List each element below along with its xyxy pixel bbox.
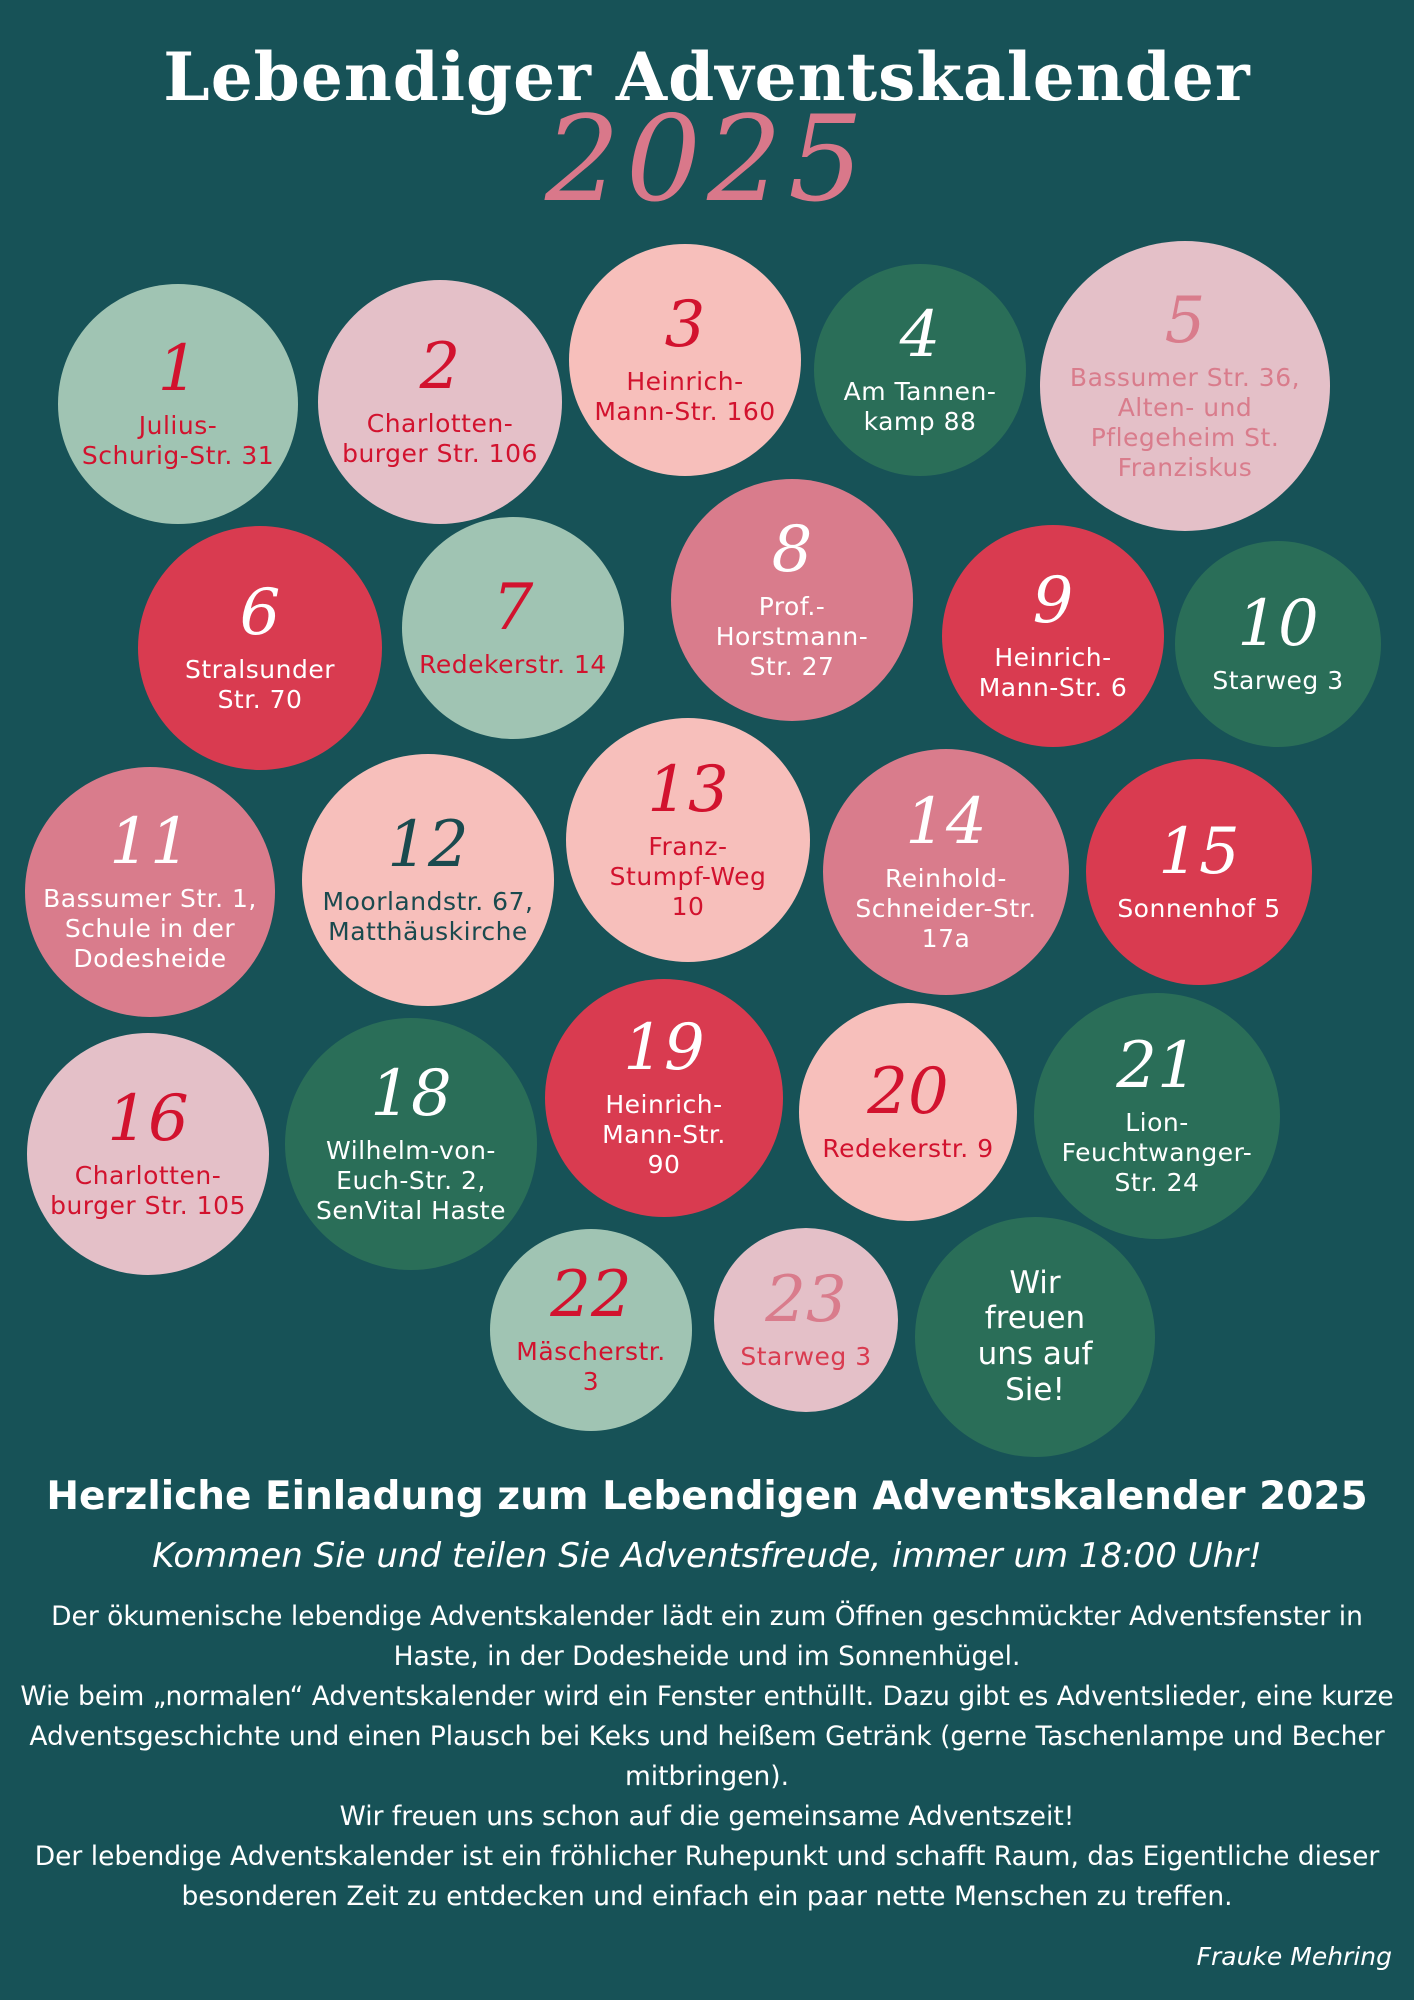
advent-door-3 — [569, 244, 801, 476]
door-address: Julius- Schurig-Str. 31 — [81, 411, 275, 470]
year-title: 2025 — [544, 90, 870, 228]
door-address: Stralsunder Str. 70 — [185, 655, 335, 714]
author-signature: Frauke Mehring — [1196, 1942, 1392, 1971]
door-address: Prof.- Horstmann- Str. 27 — [715, 592, 869, 681]
door-number: 19 — [623, 1011, 705, 1085]
door-address: Wilhelm-von- Euch-Str. 2, SenVital Haste — [316, 1136, 506, 1225]
advent-door-14 — [823, 749, 1069, 995]
door-address: Reinhold- Schneider-Str. 17a — [855, 864, 1037, 953]
advent-door-2 — [318, 280, 562, 524]
door-number: 14 — [905, 785, 987, 859]
advent-door-10 — [1175, 541, 1381, 747]
door-number: 12 — [387, 808, 469, 882]
advent-door-22 — [490, 1229, 692, 1431]
door-number: 18 — [370, 1057, 452, 1131]
invitation-paragraph: Wie beim „normalen“ Adventskalender wird ein Fenster enthüllt. Dazu gibt es Adventslieder, eine kurze Adventsgeschichte und einen Plausch bei Keks und heißem Getränk (gerne Taschenlampe und Becher mitbringen). — [20, 1681, 1394, 1792]
door-number: 3 — [664, 288, 706, 362]
door-address: Sonnenhof 5 — [1117, 894, 1281, 923]
door-address: Heinrich- Mann-Str. 160 — [594, 367, 776, 426]
door-address: Moorlandstr. 67, Matthäuskirche — [322, 887, 534, 946]
door-number: 23 — [765, 1263, 847, 1337]
door-address: Charlotten- burger Str. 105 — [50, 1161, 246, 1220]
door-number: 11 — [109, 805, 191, 879]
invitation-text — [10, 1597, 1404, 1917]
invitation-paragraph: Der lebendige Adventskalender ist ein fröhlicher Ruhepunkt und schafft Raum, das Eigentliche dieser besonderen Zeit zu entdecken und einfach ein paar nette Menschen zu treffen. — [34, 1841, 1380, 1912]
door-address: Bassumer Str. 36, Alten- und Pflegeheim St. Franziskus — [1069, 363, 1301, 482]
advent-door-23 — [714, 1228, 898, 1412]
advent-door-4 — [814, 264, 1026, 476]
door-number: 4 — [899, 298, 941, 372]
door-number: 21 — [1116, 1029, 1198, 1103]
door-number: 20 — [867, 1055, 949, 1129]
advent-door-13 — [566, 718, 810, 962]
door-address: Heinrich- Mann-Str. 6 — [978, 643, 1128, 702]
advent-door-1 — [58, 284, 298, 524]
door-address: Bassumer Str. 1, Schule in der Dodesheide — [43, 884, 257, 973]
page-title: Lebendiger Adventskalender — [163, 38, 1251, 116]
advent-door-7 — [402, 517, 624, 739]
door-address: Starweg 3 — [1212, 666, 1344, 695]
closing-message: Wir freuen uns auf Sie! — [977, 1264, 1093, 1408]
invitation-heading: Herzliche Einladung zum Lebendigen Adventskalender 2025 — [46, 1474, 1368, 1519]
door-address: Charlotten- burger Str. 106 — [342, 409, 538, 468]
advent-door-15 — [1086, 759, 1312, 985]
advent-door-6 — [138, 526, 382, 770]
invitation-paragraph: Der ökumenische lebendige Adventskalender lädt ein zum Öffnen geschmückter Adventsfenster in Haste, in der Dodesheide und im Sonnenhügel. — [51, 1601, 1363, 1672]
advent-door-11 — [25, 767, 275, 1017]
door-number: 6 — [239, 576, 281, 650]
advent-door-12 — [302, 754, 554, 1006]
door-number: 5 — [1164, 284, 1206, 358]
door-number: 2 — [419, 330, 461, 404]
advent-door-9 — [942, 525, 1164, 747]
advent-door-21 — [1034, 993, 1280, 1239]
door-address: Lion- Feuchtwanger- Str. 24 — [1061, 1108, 1253, 1197]
door-address: Franz- Stumpf-Weg 10 — [609, 832, 767, 921]
door-address: Heinrich- Mann-Str. 90 — [602, 1090, 726, 1179]
door-address: Am Tannen- kamp 88 — [843, 377, 997, 436]
door-address: Redekerstr. 14 — [419, 650, 607, 679]
closing-circle — [915, 1217, 1155, 1457]
advent-door-19 — [545, 979, 783, 1217]
door-number: 16 — [107, 1082, 189, 1156]
door-number: 1 — [157, 332, 199, 406]
door-address: Redekerstr. 9 — [822, 1134, 994, 1163]
door-number: 13 — [647, 753, 729, 827]
door-number: 9 — [1032, 564, 1074, 638]
advent-door-16 — [27, 1033, 269, 1275]
door-number: 10 — [1237, 587, 1319, 661]
door-number: 22 — [550, 1258, 632, 1332]
door-address: Mäscherstr. 3 — [516, 1337, 666, 1396]
door-number: 8 — [771, 513, 813, 587]
advent-door-8 — [671, 479, 913, 721]
advent-door-18 — [285, 1018, 537, 1270]
advent-door-20 — [799, 1003, 1017, 1221]
door-number: 7 — [492, 571, 534, 645]
invitation-subheading: Kommen Sie und teilen Sie Adventsfreude, immer um 18:00 Uhr! — [152, 1536, 1262, 1576]
invitation-paragraph: Wir freuen uns schon auf die gemeinsame Adventszeit! — [339, 1801, 1075, 1832]
door-address: Starweg 3 — [740, 1342, 872, 1371]
advent-door-5 — [1040, 241, 1330, 531]
door-number: 15 — [1158, 815, 1240, 889]
